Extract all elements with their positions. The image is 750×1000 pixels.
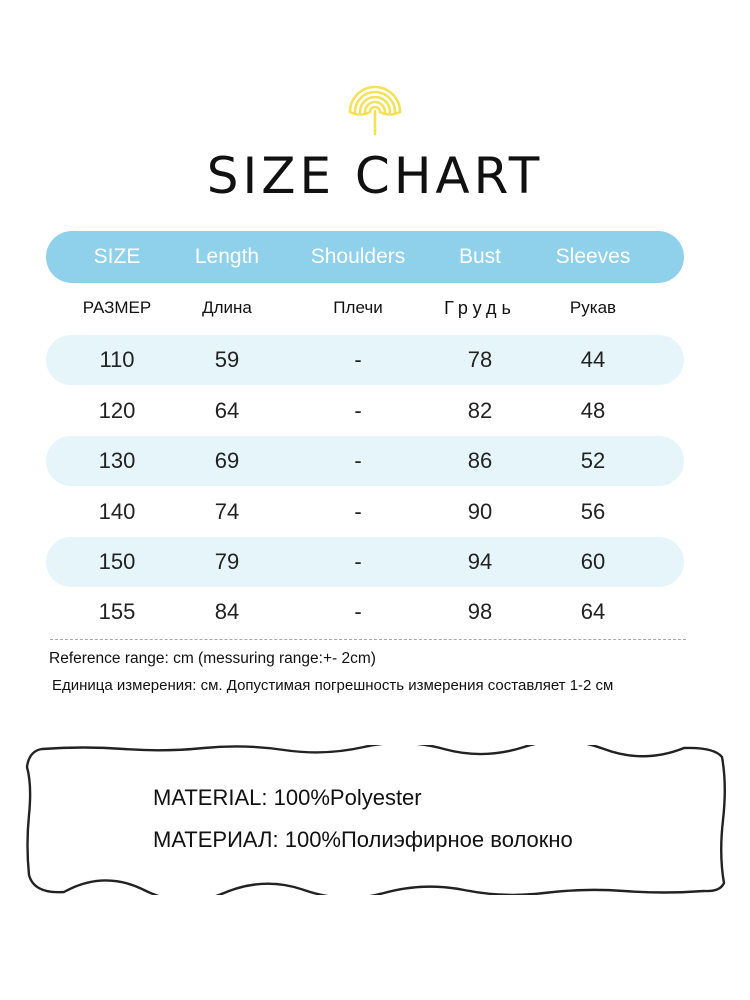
cell-bust: 98	[467, 599, 493, 624]
table-row	[46, 386, 684, 436]
table-header	[46, 231, 684, 283]
header-length: Length	[194, 245, 260, 268]
table-row	[46, 335, 684, 385]
cell-sleeves: 48	[580, 398, 606, 423]
cell-shoulders: -	[354, 448, 362, 473]
cell-length: 79	[214, 549, 240, 574]
header-shoulders: Shoulders	[310, 245, 406, 268]
cell-shoulders: -	[354, 398, 362, 423]
material-label: MATERIAL:	[153, 785, 268, 810]
header-size: SIZE	[93, 245, 141, 268]
material-label-russian: МАТЕРИАЛ:	[153, 827, 279, 852]
cell-sleeves: 44	[580, 347, 606, 372]
cell-size: 155	[98, 599, 136, 624]
cell-length: 74	[214, 499, 240, 524]
subheader-length: Длина	[202, 298, 252, 317]
cell-bust: 94	[467, 549, 493, 574]
subheader-shoulders: Плечи	[333, 298, 383, 317]
material-value-russian: 100%Полиэфирное волокно	[284, 827, 573, 852]
cell-shoulders: -	[354, 599, 362, 624]
cell-size: 130	[98, 448, 136, 473]
material-russian	[153, 827, 573, 853]
cell-shoulders: -	[354, 347, 362, 372]
header-sleeves: Sleeves	[555, 245, 631, 268]
page-title: SIZE CHART	[206, 147, 544, 205]
subheader-size: РАЗМЕР	[82, 298, 152, 317]
table-row	[46, 436, 684, 486]
table-row	[46, 487, 684, 537]
reference-note-russian: Единица измерения: см. Допустимая погрешность измерения составляет 1-2 см	[52, 677, 614, 694]
cell-size: 110	[99, 347, 135, 372]
material-english	[153, 785, 422, 811]
cell-bust: 86	[467, 448, 493, 473]
cell-size: 120	[98, 398, 136, 423]
cell-sleeves: 64	[580, 599, 606, 624]
cell-sleeves: 60	[580, 549, 606, 574]
dashed-divider	[50, 639, 686, 640]
cell-length: 84	[214, 599, 240, 624]
subheader-bust: Грудь	[444, 297, 516, 318]
cell-length: 69	[214, 448, 240, 473]
table-row	[46, 587, 684, 637]
header-bust: Bust	[458, 245, 502, 268]
cell-shoulders: -	[354, 549, 362, 574]
table-row	[46, 537, 684, 587]
cell-sleeves: 52	[580, 448, 606, 473]
material-value: 100%Polyester	[273, 785, 422, 810]
cell-length: 59	[214, 347, 240, 372]
cell-size: 150	[98, 549, 136, 574]
cell-bust: 82	[467, 398, 493, 423]
reference-note: Reference range: cm (messuring range:+- 2cm)	[49, 650, 376, 667]
cell-shoulders: -	[354, 499, 362, 524]
table-subheader	[46, 283, 684, 333]
subheader-sleeves: Рукав	[569, 298, 617, 317]
cell-bust: 90	[467, 499, 493, 524]
cell-size: 140	[98, 499, 136, 524]
material-box	[24, 745, 728, 895]
wavy-border	[24, 745, 728, 895]
rainbow-tree-icon	[346, 82, 404, 136]
cell-length: 64	[214, 398, 240, 423]
cell-bust: 78	[467, 347, 493, 372]
cell-sleeves: 56	[580, 499, 606, 524]
